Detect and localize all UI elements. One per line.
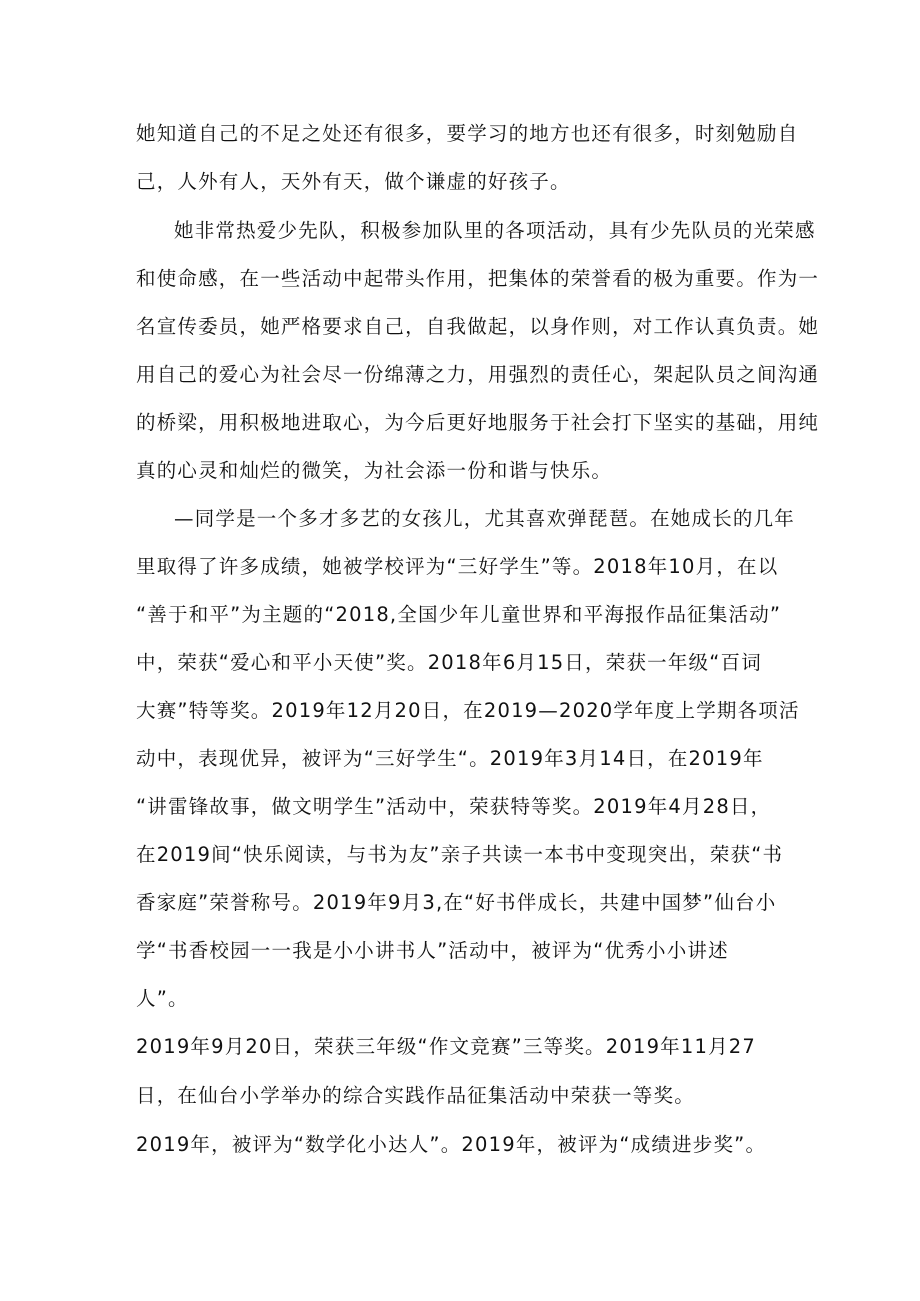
text-line: 中，荣获“爱心和平小天使”奖。2018年6月15日，荣获一年级“百词	[136, 651, 762, 674]
text-line: 真的心灵和灿烂的微笑，为社会添一份和谐与快乐。	[136, 459, 613, 482]
text-line: 2019年9月20日，荣获三年级“作文竞赛”三等奖。2019年11月27	[136, 1035, 757, 1058]
text-line: 学“书香校园一一我是小小讲书人”活动中，被评为“优秀小小讲述	[136, 939, 729, 962]
text-line: 己，人外有人，天外有天，做个谦虚的好孩子。	[136, 170, 571, 193]
text-line: 的桥梁，用积极地进取心，为今后更好地服务于社会打下坚实的基础，用纯	[136, 411, 820, 434]
text-line: 她知道自己的不足之处还有很多，要学习的地方也还有很多，时刻勉励自	[136, 122, 799, 145]
text-line: —同学是一个多才多艺的女孩儿，尤其喜欢弹琵琶。在她成长的几年	[174, 507, 796, 530]
text-line: 她非常热爱少先队，积极参加队里的各项活动，具有少先队员的光荣感	[174, 219, 816, 242]
text-line: “善于和平”为主题的“2018,全国少年儿童世界和平海报作品征集活动”	[136, 603, 782, 626]
text-line: 人”。	[136, 987, 189, 1010]
text-line: 日，在仙台小学举办的综合实践作品征集活动中荣获一等奖。	[136, 1084, 695, 1107]
text-line: 在2019间“快乐阅读，与书为友”亲子共读一本书中变现突出，荣获“书	[136, 843, 784, 866]
text-line: 大赛”特等奖。2019年12月20日，在2019—2020学年度上学期各项活	[136, 699, 800, 722]
text-line: 和使命感，在一些活动中起带头作用，把集体的荣誉看的极为重要。作为一	[136, 267, 820, 290]
text-line: 用自己的爱心为社会尽一份绵薄之力，用强烈的责任心，架起队员之间沟通	[136, 363, 820, 386]
text-line: 里取得了许多成绩，她被学校评为“三好学生”等。2018年10月，在以	[136, 555, 779, 578]
text-line: 名宣传委员，她严格要求自己，自我做起，以身作则，对工作认真负责。她	[136, 315, 820, 338]
text-line: “讲雷锋故事，做文明学生”活动中，荣获特等奖。2019年4月28日，	[136, 795, 772, 818]
text-line: 2019年，被评为“数学化小达人”。2019年，被评为“成绩进步奖”。	[136, 1133, 767, 1156]
text-line: 香家庭”荣誉称号。2019年9月3,在“好书伴成长，共建中国梦”仙台小	[136, 891, 777, 914]
text-line: 动中，表现优异，被评为“三好学生“。2019年3月14日，在2019年	[136, 747, 764, 770]
